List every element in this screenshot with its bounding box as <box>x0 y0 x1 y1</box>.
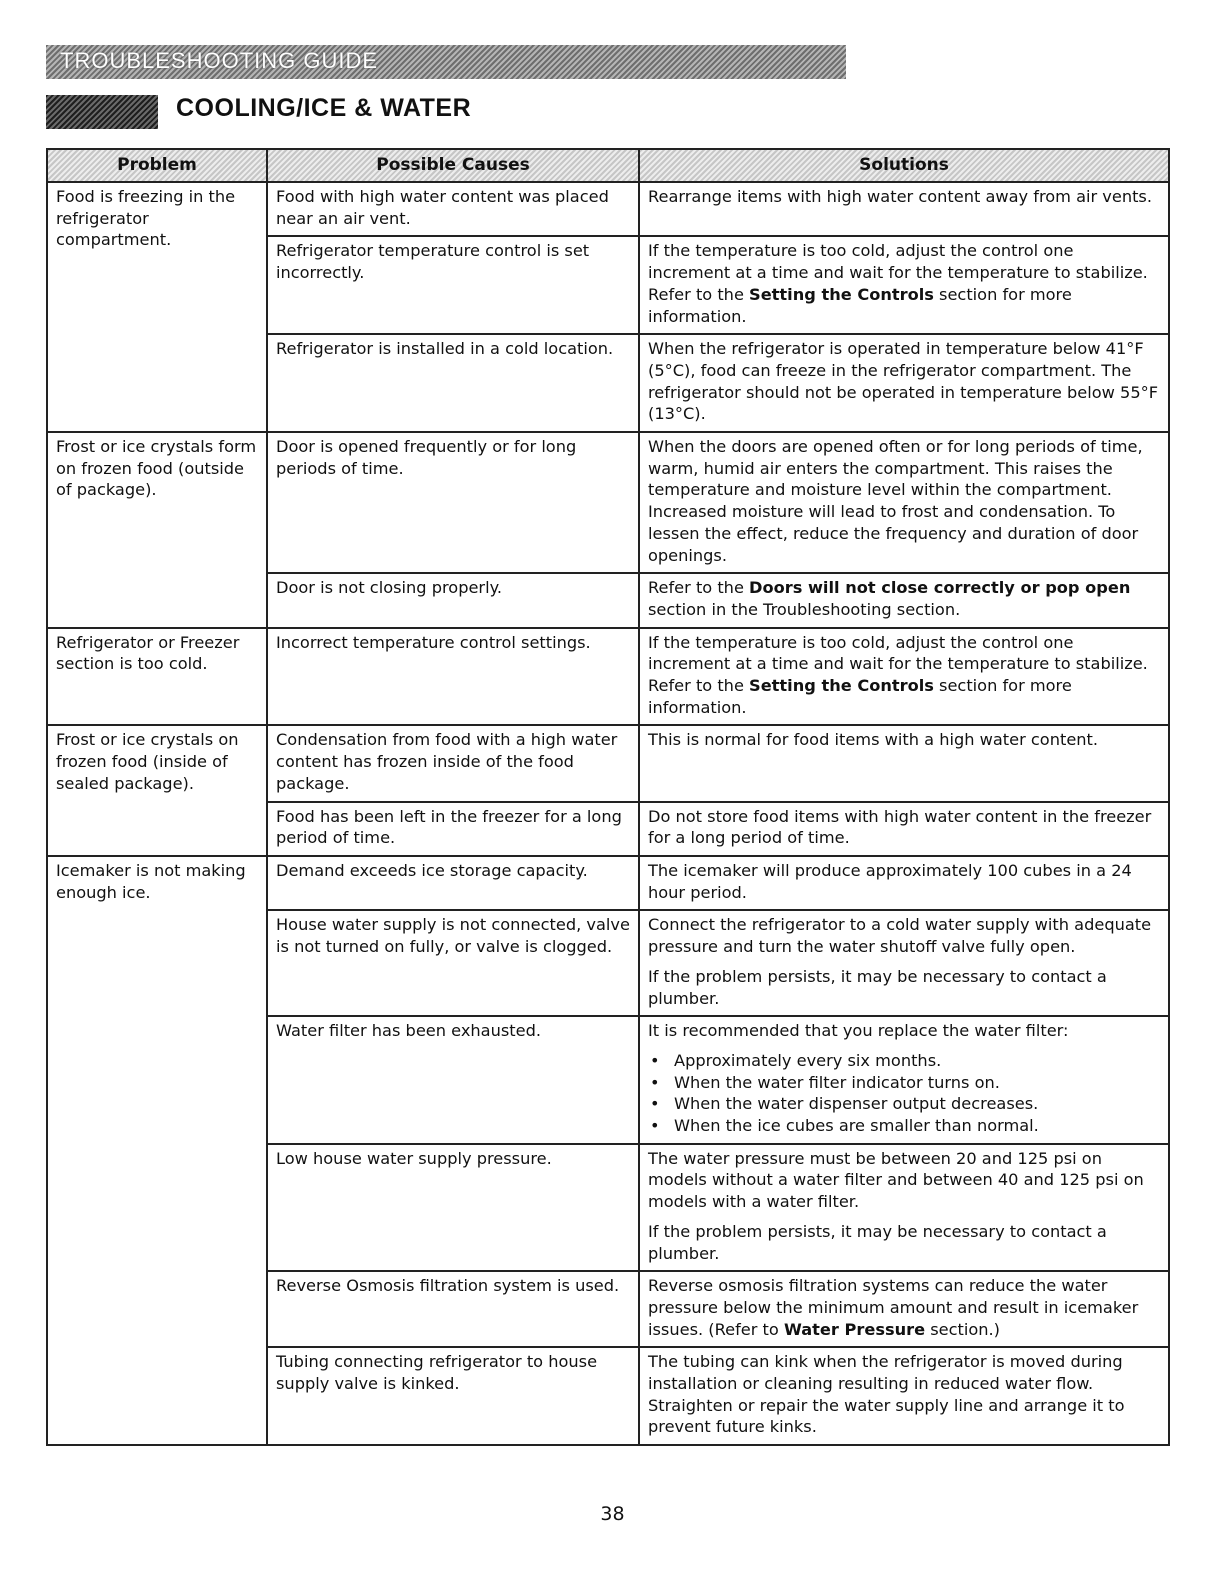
solution-paragraph <box>648 806 1160 849</box>
solution-paragraph <box>648 914 1160 957</box>
solutions-column-header: Solutions <box>639 149 1169 182</box>
cause-cell: Tubing connecting refrigerator to house supply valve is kinked. <box>267 1347 639 1445</box>
solution-cell <box>639 910 1169 1016</box>
section-reference: Setting the Controls <box>749 284 934 304</box>
cause-cell: Door is not closing properly. <box>267 573 639 627</box>
solution-text: When the refrigerator is operated in temperature below 41°F (5°C), food can freeze in the refrigerator compartment. The refrigerator should not be operated in temperature below 55°F (13°C). <box>648 339 1159 424</box>
problem-cell: Frost or ice crystals on frozen food (inside of sealed package). <box>47 725 267 856</box>
section-reference: Doors will not close correctly or pop open <box>749 578 1131 598</box>
solution-text: This is normal for food items with a high water content. <box>648 730 1099 750</box>
solution-text: section for more information. <box>648 676 1072 717</box>
cause-cell: Food has been left in the freezer for a long period of time. <box>267 802 639 856</box>
header-banner <box>46 45 846 79</box>
solution-text: The tubing can kink when the refrigerator is moved during installation or cleaning resulting in reduced water flow. Straighten or repair the water supply line and arrange it to prevent future kinks. <box>648 1352 1125 1437</box>
problem-cell: Icemaker is not making enough ice. <box>47 856 267 1445</box>
cause-cell: Incorrect temperature control settings. <box>267 628 639 726</box>
table-body <box>47 182 1169 1445</box>
solution-cell <box>639 1144 1169 1272</box>
problem-cell: Frost or ice crystals form on frozen food (outside of package). <box>47 432 267 628</box>
solution-paragraph <box>648 577 1160 620</box>
solution-paragraph <box>648 632 1160 719</box>
solution-paragraph <box>648 338 1160 425</box>
solution-paragraph <box>648 1351 1160 1438</box>
solution-cell <box>639 802 1169 856</box>
solution-text: Rearrange items with high water content away from air vents. <box>648 187 1153 206</box>
cause-cell: Food with high water content was placed near an air vent. <box>267 182 639 236</box>
solution-paragraph <box>648 436 1160 566</box>
list-item: • When the ice cubes are smaller than normal. <box>648 1115 1160 1137</box>
table-header-row <box>47 149 1169 182</box>
section-reference: Setting the Controls <box>749 676 934 696</box>
solution-cell <box>639 856 1169 910</box>
solution-text: The water pressure must be between 20 and 125 psi on models without a water filter and between 40 and 125 psi on models with a water filter. <box>648 1148 1144 1212</box>
solution-cell <box>639 432 1169 573</box>
solution-cell <box>639 334 1169 432</box>
solution-paragraph <box>648 860 1160 903</box>
solution-text: section in the Troubleshooting section. <box>648 599 961 619</box>
solution-text: If the problem persists, it may be necessary to contact a plumber. <box>648 966 1107 1008</box>
solution-text: Reverse osmosis filtration systems can reduce the water pressure below the minimum amount and result in icemaker issues. (Refer to <box>648 1276 1139 1339</box>
solution-text: The icemaker will produce approximately 100 cubes in a 24 hour period. <box>648 860 1132 902</box>
section-title: COOLING/ICE & WATER <box>176 94 472 122</box>
problem-column-header: Problem <box>47 149 267 182</box>
solution-text: If the problem persists, it may be necessary to contact a plumber. <box>648 1221 1107 1263</box>
solution-cell <box>639 182 1169 236</box>
banner-label: TROUBLESHOOTING GUIDE <box>60 48 379 73</box>
cause-cell: Low house water supply pressure. <box>267 1144 639 1272</box>
problem-cell: Food is freezing in the refrigerator compartment. <box>47 182 267 432</box>
solution-paragraph <box>648 729 1160 751</box>
cause-cell: Refrigerator is installed in a cold location. <box>267 334 639 432</box>
solution-paragraph <box>648 186 1160 208</box>
table-row <box>47 432 1169 573</box>
problem-cell: Refrigerator or Freezer section is too cold. <box>47 628 267 726</box>
solution-paragraph <box>648 1148 1160 1213</box>
solution-cell <box>639 725 1169 801</box>
section-reference: Water Pressure <box>783 1319 926 1339</box>
solution-text: Refer to the <box>648 578 750 598</box>
causes-column-header: Possible Causes <box>267 149 639 182</box>
page-number: 38 <box>600 1503 625 1525</box>
solution-cell <box>639 573 1169 627</box>
cause-cell: House water supply is not connected, valve is not turned on fully, or valve is clogged. <box>267 910 639 1016</box>
solution-text: Connect the refrigerator to a cold water supply with adequate pressure and turn the water shutoff valve fully open. <box>648 915 1152 957</box>
cause-cell: Reverse Osmosis filtration system is used. <box>267 1271 639 1347</box>
list-item: • When the water filter indicator turns on. <box>648 1072 1160 1094</box>
solution-bullet-list <box>648 1050 1160 1137</box>
table-row <box>47 856 1169 910</box>
table-row <box>47 182 1169 236</box>
solution-text: Do not store food items with high water content in the freezer for a long period of time. <box>648 806 1152 848</box>
solution-paragraph <box>648 966 1160 1009</box>
solution-cell <box>639 1271 1169 1347</box>
solution-paragraph <box>648 240 1160 327</box>
solution-text: It is recommended that you replace the water filter: <box>648 1021 1069 1041</box>
cause-cell: Demand exceeds ice storage capacity. <box>267 856 639 910</box>
list-item: • When the water dispenser output decreases. <box>648 1093 1160 1115</box>
solution-paragraph <box>648 1020 1160 1042</box>
solution-text: section.) <box>925 1319 1001 1339</box>
solution-cell <box>639 628 1169 726</box>
cause-cell: Water filter has been exhausted. <box>267 1016 639 1144</box>
list-item: • Approximately every six months. <box>648 1050 1160 1072</box>
table-row <box>47 628 1169 726</box>
solution-paragraph <box>648 1275 1160 1340</box>
solution-cell <box>639 1347 1169 1445</box>
cause-cell: Refrigerator temperature control is set incorrectly. <box>267 236 639 334</box>
solution-cell <box>639 1016 1169 1144</box>
solution-paragraph <box>648 1221 1160 1264</box>
solution-text: If the temperature is too cold, adjust the control one increment at a time and wait for the temperature to stabilize. Refer to the <box>648 632 1148 696</box>
table-row <box>47 725 1169 801</box>
troubleshooting-table <box>46 148 1170 1446</box>
solution-text: When the doors are opened often or for long periods of time, warm, humid air enters the compartment. This raises the temperature and moisture level within the compartment. Increased moisture will lead to frost and condensation. To lessen the effect, reduce the frequency and duration of door openings. <box>648 437 1143 565</box>
solution-text: section for more information. <box>648 284 1072 326</box>
cause-cell: Condensation from food with a high water content has frozen inside of the food package. <box>267 725 639 801</box>
section-marker-block <box>46 95 158 129</box>
cause-cell: Door is opened frequently or for long periods of time. <box>267 432 639 573</box>
solution-cell <box>639 236 1169 334</box>
solution-text: If the temperature is too cold, adjust the control one increment at a time and wait for the temperature to stabilize. Refer to the <box>648 241 1148 304</box>
